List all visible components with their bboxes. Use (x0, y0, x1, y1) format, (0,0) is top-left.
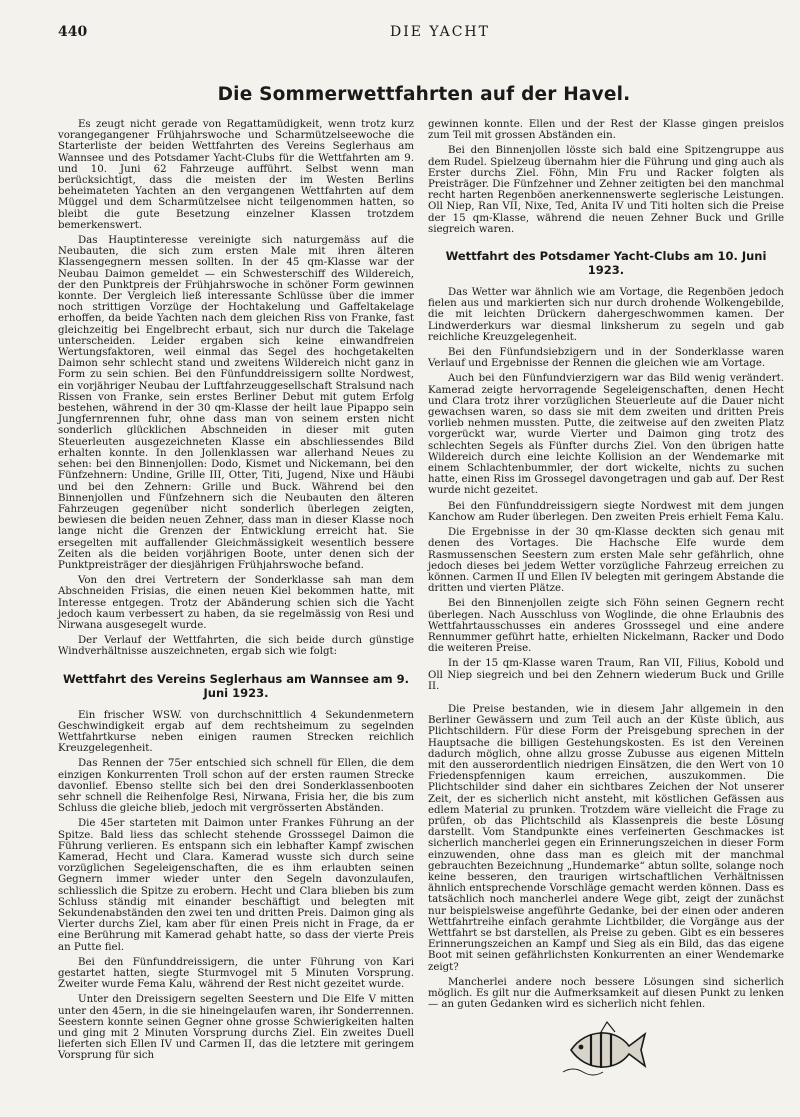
left-column-paragraph: Die 45er starteten mit Daimon unter Frankes Führung an der Spitze. Bald liess das schlecht stehende Grosssegel Daimon die Führung verlieren. Es entspann sich ein lebhafter Kampf zwischen Kamerad, Hecht und Clara. Kamerad wusste sich durch seine vorzüglichen Segeleigenschaften, die es ihm erlaubten seinen Gegnern immer wieder unter den Segeln davonzulaufen, schliesslich die Spitze zu erobern. Hecht und Clara blieben bis zum Schluss ständig mit einander beschäftigt und belegten mit Sekundenabständen den zwei ten und dritten Preis. Daimon ging als Vierter durchs Ziel, kam aber für einen Preis nicht in Frage, da er eine Berührung mit Kamerad gehabt hatte, so dass der vierte Preis an Putte fiel. (58, 818, 414, 953)
left-column (58, 119, 414, 1080)
right-column-paragraph: Das Wetter war ähnlich wie am Vortage, die Regenböen jedoch fielen aus und markierten sich nur durch drohende Wolkengebilde, die mit leichten Drückern dahergeschwommen kamen. Der Lindwerderkurs war diesmal linksherum zu segeln und gab reichliche Kreuzgelegenheit. (428, 287, 784, 343)
left-column-paragraph: Es zeugt nicht gerade von Regattamüdigkeit, wenn trotz kurz vorangegangener Frühjahrswoche und Scharmützelseewoche die Starterliste der beiden Wettfahrten des Vereins Seglerhaus am Wannsee und des Potsdamer Yacht-Clubs für die Wettfahrten am 9. und 10. Juni 62 Fahrzeuge aufführt. Selbst wenn man berücksichtigt, dass die meisten der im Westen Berlins beheimateten Yachten an den vergangenen Wettfahrten auf dem Müggel und dem Scharmützelsee nicht teilgenommen hatten, so bleibt die gute Besetzung einzelner Klassen trotzdem bemerkenswert. (58, 119, 414, 231)
right-column-paragraph: Bei den Binnenjollen lösste sich bald eine Spitzengruppe aus dem Rudel. Spielzeug übernahm hier die Führung und ging auch als Erster durchs Ziel. Föhn, Min Fru und Racker folgten als Preisträger. Die Fünfzehner und Zehner zeitigten bei den manchmal recht harten Regenböen anerkennenswerte seglerische Leistungen. Oll Niep, Ran VII, Nixe, Ted, Anita IV und Titi holten sich die Preise der 15 qm-Klasse, während die neuen Zehner Buck und Grille siegreich waren. (428, 145, 784, 235)
right-column-paragraph: Die Preise bestanden, wie in diesem Jahr allgemein in den Berliner Gewässern und zum Teil auch an der Küste üblich, aus Plichtschildern. Für diese Form der Preisgebung sprechen in der Hauptsache die billigen Gestehungskosten. Es ist den Vereinen dadurch möglich, ohne allzu grosse Zubusse aus eigenen Mitteln mit den ausserordentlich niedrigen Einsätzen, die den Wert von 10 Friedenspfennigen kaum erreichen, auszukommen. Die Plichtschilder sind daher ein sichtbares Zeichen der Not unserer Zeit, der es sicherlich nicht ansteht, mit köstlichen Gefässen aus edlem Material zu prunken. Trotzdem wäre vielleicht die Frage zu prüfen, ob das Plichtschild als Klassenpreis die beste Lösung darstellt. Vom Standpunkte eines verfeinerten Geschmackes ist sicherlich mancherlei gegen ein Erinnerungszeichen in dieser Form einzuwenden, ohne dass man es gleich mit der manchmal gebrauchten Bezeichnung „Hundemarke“ abtun sollte, solange noch keine besseren, den traurigen wirtschaftlichen Verhältnissen ähnlich entsprechende Vorschläge gemacht werden können. Dass es tatsächlich noch mancherlei andere Wege gibt, zeigt der zunächst nur beispielsweise angeführte Gedanke, bei der einen oder anderen Wettfahrtreihe einfach gerahmte Lichtbilder, die Vorgänge aus der Wettfahrt se bst darstellen, als Preise zu geben. Gibt es ein besseres Erinnerungszeichen an Kampf und Sieg als ein Bild, das das eigene Boot mit seinen gefährlichsten Konkurrenten an einer Wendemarke zeigt? (428, 703, 784, 973)
left-column-paragraph: Unter den Dreissigern segelten Seestern und Die Elfe V mitten unter den 45ern, in die sie hineingelaufen waren, ihr Sonderrennen. Seestern konnte seinen Gegner ohne grosse Schwierigkeiten halten und ging mit 2 Minuten Vorsprung durchs Ziel. Ein zweites Duell lieferten sich Ellen IV und Carmen II, das die letztere mit geringem Vorsprung für sich (58, 994, 414, 1062)
left-column-paragraph: Bei den Fünfunddreissigern, die unter Führung von Kari gestartet hatten, siegte Sturmvogel mit 5 Minuten Vorsprung. Zweiter wurde Fema Kalu, während der Rest nicht gezeitet wurde. (58, 956, 414, 991)
left-column-paragraph: Das Hauptinteresse vereinigte sich naturgemäss auf die Neubauten, die sich zum ersten Male mit ihren älteren Klassengegnern messen sollten. In der 45 qm-Klasse war der Neubau Daimon gemeldet — ein Schwesterschiff des Wildereich, der den Punktpreis der Frühjahrswoche in schöner Form gewinnen konnte. Der Vergleich ließ interessante Schlüsse über die immer noch strittigen Vorzüge der Hochtakelung und Gaffeltakelage erhoffen, da beide Yachten nach dem gleichen Riss von Franke, fast gleichzeitig bei Engelbrecht erbaut, sich nur durch die Takelage unterscheiden. Leider ergaben sich keine einwandfreien Wertungsfaktoren, weil einmal das Segel des hochgetakelten Daimon sehr schlecht stand und zweitens Wildereich nicht ganz in Form zu sein schien. Bei den Fünfunddreissigern sollte Nordwest, ein vorjähriger Neubau der Luftfahrzeuggesellschaft Stralsund nach Rissen von Franke, sein erstes Berliner Debut mit gutem Erfolg bestehen, während in der 30 qm-Klasse der heilt laue Pipappo sein Jungfernrennen fuhr, ohne dass man von seinem ersten nicht sonderlich glücklichen Abschneiden in dieser mit guten Steuerleuten ausgezeichneten Klasse ein abschliessendes Bild erhalten konnte. In den Jollenklassen war allerhand Neues zu sehen: bei den Binnenjollen: Dodo, Kismet und Nickemann, bei den Fünfzehnern: Undine, Grille III, Otter, Titi, Jugend, Nixe und Häubi und bei den Zehnern: Grille und Buck. Während bei den Binnenjollen und Fünfzehnern sich die Neubauten den älteren Fahrzeugen gegenüber nicht sonderlich überlegen zeigten, bewiesen die beiden neuen Zehner, dass man in dieser Klasse noch lange nicht die Grenzen der Entwicklung erreicht hat. Sie ersegelten mit auffallender Gleichmässigkeit wesentlich bessere Zeiten als die beiden vorjährigen Boote, unter denen sich der Punktpreisträger der diesjährigen Frühjahrswoche befand. (58, 235, 414, 571)
running-head (58, 20, 790, 44)
right-column-spacer (428, 696, 784, 704)
article-body (58, 119, 790, 1080)
right-column-paragraph: Die Ergebnisse in der 30 qm-Klasse deckten sich genau mit denen des Vortages. Die Hachsche Elfe wurde dem Rasmussenschen Seestern zum ersten Male sehr gefährlich, ohne jedoch dieses bei jedem Wetter vorzügliche Fahrzeug erreichen zu können. Carmen II und Ellen IV belegten mit geringem Abstande die dritten und vierten Plätze. (428, 527, 784, 595)
right-column-paragraph: Bei den Fünfunddreissigern siegte Nordwest mit dem jungen Kanchow am Ruder überlegen. Den zweiten Preis erhielt Fema Kalu. (428, 500, 784, 523)
page-number: 440 (58, 24, 88, 40)
left-column-section-heading: Wettfahrt des Vereins Seglerhaus am Wannsee am 9. Juni 1923. (62, 671, 410, 700)
fish-vignette-icon (561, 1020, 651, 1080)
right-column-paragraph: Bei den Binnenjollen zeigte sich Föhn seinen Gegnern recht überlegen. Nach Ausschluss von Woglinde, die ohne Erlaubnis des Wettfahrtausschusses ein anderes Grosssegel und eine andere Rennummer geführt hatte, erhielten Nickelmann, Racker und Dodo die weiteren Preise. (428, 598, 784, 655)
right-column-paragraph: gewinnen konnte. Ellen und der Rest der Klasse gingen preislos zum Teil mit grossen Abständen ein. (428, 119, 784, 142)
right-column-section-heading: Wettfahrt des Potsdamer Yacht-Clubs am 10. Juni 1923. (445, 249, 767, 278)
article-title: Die Sommerwettfahrten auf der Havel. (217, 84, 631, 105)
right-column (428, 119, 784, 1080)
journal-title: DIE YACHT (390, 24, 490, 40)
left-column-paragraph: Von den drei Vertretern der Sonderklasse sah man dem Abschneiden Frisias, die einen neuen Kiel bekommen hatte, mit Interesse entgegen. Trotz der Abänderung schien sich die Yacht jedoch kaum verbessert zu haben, da sie regelmässig von Resi und Nirwana ausgesegelt wurde. (58, 575, 414, 631)
right-column-paragraph: Bei den Fünfundsiebzigern und in der Sonderklasse waren Verlauf und Ergebnisse der Rennen die gleichen wie am Vortage. (428, 347, 784, 370)
left-column-paragraph: Das Rennen der 75er entschied sich schnell für Ellen, die dem einzigen Konkurrenten Troll schon auf der ersten raumen Strecke davonlief. Ebenso stellte sich bei den drei Sonderklassenbooten sehr schnell die Reihenfolge Resi, Nirwana, Frisia her, die bis zum Schluss die gleiche blieb, jedoch mit vergrösserten Abständen. (58, 758, 414, 815)
left-column-paragraph: Ein frischer WSW. von durchschnittlich 4 Sekundenmetern Geschwindigkeit ergab auf dem rechtsheimum zu segelnden Wettfahrtkurse neben einigen raumen Strecken reichlich Kreuzgelegenheit. (58, 709, 414, 755)
right-column-paragraph: In der 15 qm-Klasse waren Traum, Ran VII, Filius, Kobold und Oll Niep siegreich und bei den Zehnern wiederum Buck und Grille II. (428, 658, 784, 692)
right-column-paragraph: Auch bei den Fünfundvierzigern war das Bild wenig verändert. Kamerad zeigte hervorragende Segeleigenschaften, denen Hecht und Clara trotz ihrer vorzüglichen Steuerleute auf die Dauer nicht gewachsen waren, so dass sie mit dem zweiten und dritten Preis vorlieb nehmen mussten. Putte, die zeitweise auf den zweiten Platz vorgerückt war, wurde Vierter und Daimon ging trotz des schlechten Segels als Fünfter durchs Ziel. Von den übrigen hatte Wildereich durch eine leichte Kollision an der Wendemarke mit einem Schlachtenbummler, der dort wickelte, nichts zu suchen hatte, einen Riss im Grossegel davongetragen und gab auf. Der Rest wurde nicht gezeitet. (428, 373, 784, 497)
left-column-paragraph: Der Verlauf der Wettfahrten, die sich beide durch günstige Windverhältnisse auszeichneten, ergab sich wie folgt: (58, 635, 414, 658)
right-column-paragraph: Mancherlei andere noch bessere Lösungen sind sicherlich möglich. Es gilt nur die Aufmerksamkeit auf diesen Punkt zu lenken — an guten Gedanken wird es sicherlich nicht fehlen. (428, 976, 784, 1011)
